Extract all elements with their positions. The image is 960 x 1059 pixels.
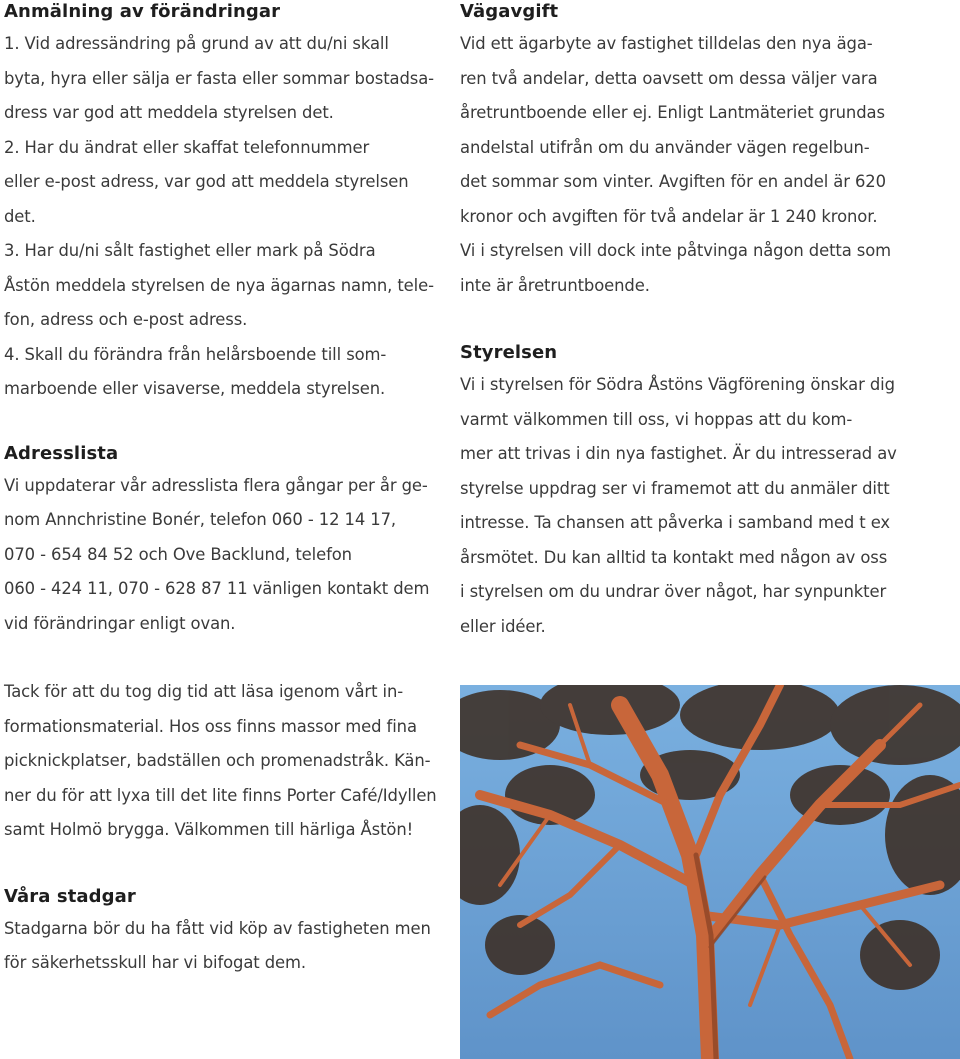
text-line: vid förändringar enligt ovan.	[4, 613, 236, 633]
text-line: picknickplatser, badställen och promenadstråk. Kän-	[4, 751, 431, 770]
heading-styrelsen: Styrelsen	[460, 342, 558, 363]
text-line: styrelse uppdrag ser vi framemot att du anmäler ditt	[460, 478, 890, 498]
text-line: eller idéer.	[460, 616, 546, 636]
text-line: fon, adress och e-post adress.	[4, 310, 248, 329]
vagavgift-text	[460, 27, 956, 303]
heading-stadgar: Våra stadgar	[4, 885, 136, 907]
text-line: formationsmaterial. Hos oss finns massor med fina	[4, 716, 417, 736]
text-line: Vi uppdaterar vår adresslista flera gångar per år ge-	[4, 475, 428, 495]
text-line: 3. Har du/ni sålt fastighet eller mark på Södra	[4, 241, 376, 260]
text-line: andelstal utifrån om du använder vägen regelbun-	[460, 137, 870, 157]
anmalning-text	[4, 27, 444, 407]
text-line: 2. Har du ändrat eller skaffat telefonnummer	[4, 137, 370, 157]
text-line: eller e-post adress, var god att meddela styrelsen det.	[4, 172, 409, 226]
text-line: marboende eller visaverse, meddela styrelsen.	[4, 379, 386, 398]
text-line: inte är åretruntboende.	[460, 275, 650, 295]
text-line: för säkerhetsskull har vi bifogat dem.	[4, 953, 306, 972]
text-line: årsmötet. Du kan alltid ta kontakt med någon av oss	[460, 547, 888, 567]
stadgar-text	[4, 912, 444, 981]
heading-adresslista: Adresslista	[4, 442, 119, 464]
text-line: Vid ett ägarbyte av fastighet tilldelas den nya äga-	[460, 34, 873, 53]
heading-anmalning: Anmälning av förändringar	[4, 1, 281, 22]
text-line: Åstön meddela styrelsen de nya ägarnas namn, tele-	[4, 275, 434, 295]
closing-text	[4, 675, 444, 848]
tree-illustration	[460, 685, 960, 1059]
text-line: kronor och avgiften för två andelar är 1 240 kronor.	[460, 206, 878, 226]
text-line: dress var god att meddela styrelsen det.	[4, 103, 334, 122]
text-line: Vi i styrelsen vill dock inte påtvinga någon detta som	[460, 241, 892, 260]
text-line: 060 - 424 11, 070 - 628 87 11 vänligen kontakt dem	[4, 579, 430, 598]
text-line: intresse. Ta chansen att påverka i samband med t ex	[460, 513, 891, 532]
text-line: åretruntboende eller ej. Enligt Lantmäteriet grundas	[460, 103, 885, 122]
pine-tree-photo	[460, 685, 960, 1059]
text-line: varmt välkommen till oss, vi hoppas att du kom-	[460, 409, 853, 429]
text-line: Tack för att du tog dig tid att läsa igenom vårt in-	[4, 682, 404, 701]
text-line: samt Holmö brygga. Välkommen till härliga Åstön!	[4, 820, 414, 839]
text-line: Vi i styrelsen för Södra Åstöns Vägförening önskar dig	[460, 375, 895, 394]
text-line: nom Annchristine Bonér, telefon 060 - 12 14 17,	[4, 510, 397, 529]
text-line: Stadgarna bör du ha fått vid köp av fastigheten men	[4, 918, 431, 938]
text-line: 4. Skall du förändra från helårsboende till som-	[4, 344, 387, 364]
text-line: i styrelsen om du undrar över något, har synpunkter	[460, 582, 887, 601]
text-line: ren två andelar, detta oavsett om dessa väljer vara	[460, 68, 878, 88]
heading-vagavgift: Vägavgift	[460, 1, 559, 22]
left-column	[4, 0, 444, 981]
text-line: 070 - 654 84 52 och Ove Backlund, telefon	[4, 544, 352, 564]
adresslista-text	[4, 469, 444, 642]
text-line: 1. Vid adressändring på grund av att du/ni skall	[4, 34, 389, 53]
styrelsen-text	[460, 368, 956, 644]
text-line: ner du för att lyxa till det lite finns Porter Café/Idyllen	[4, 785, 437, 805]
text-line: byta, hyra eller sälja er fasta eller sommar bostadsa-	[4, 68, 434, 88]
text-line: mer att trivas i din nya fastighet. Är du intresserad av	[460, 444, 897, 463]
right-column	[460, 0, 956, 644]
text-line: det sommar som vinter. Avgiften för en andel är 620	[460, 172, 886, 191]
